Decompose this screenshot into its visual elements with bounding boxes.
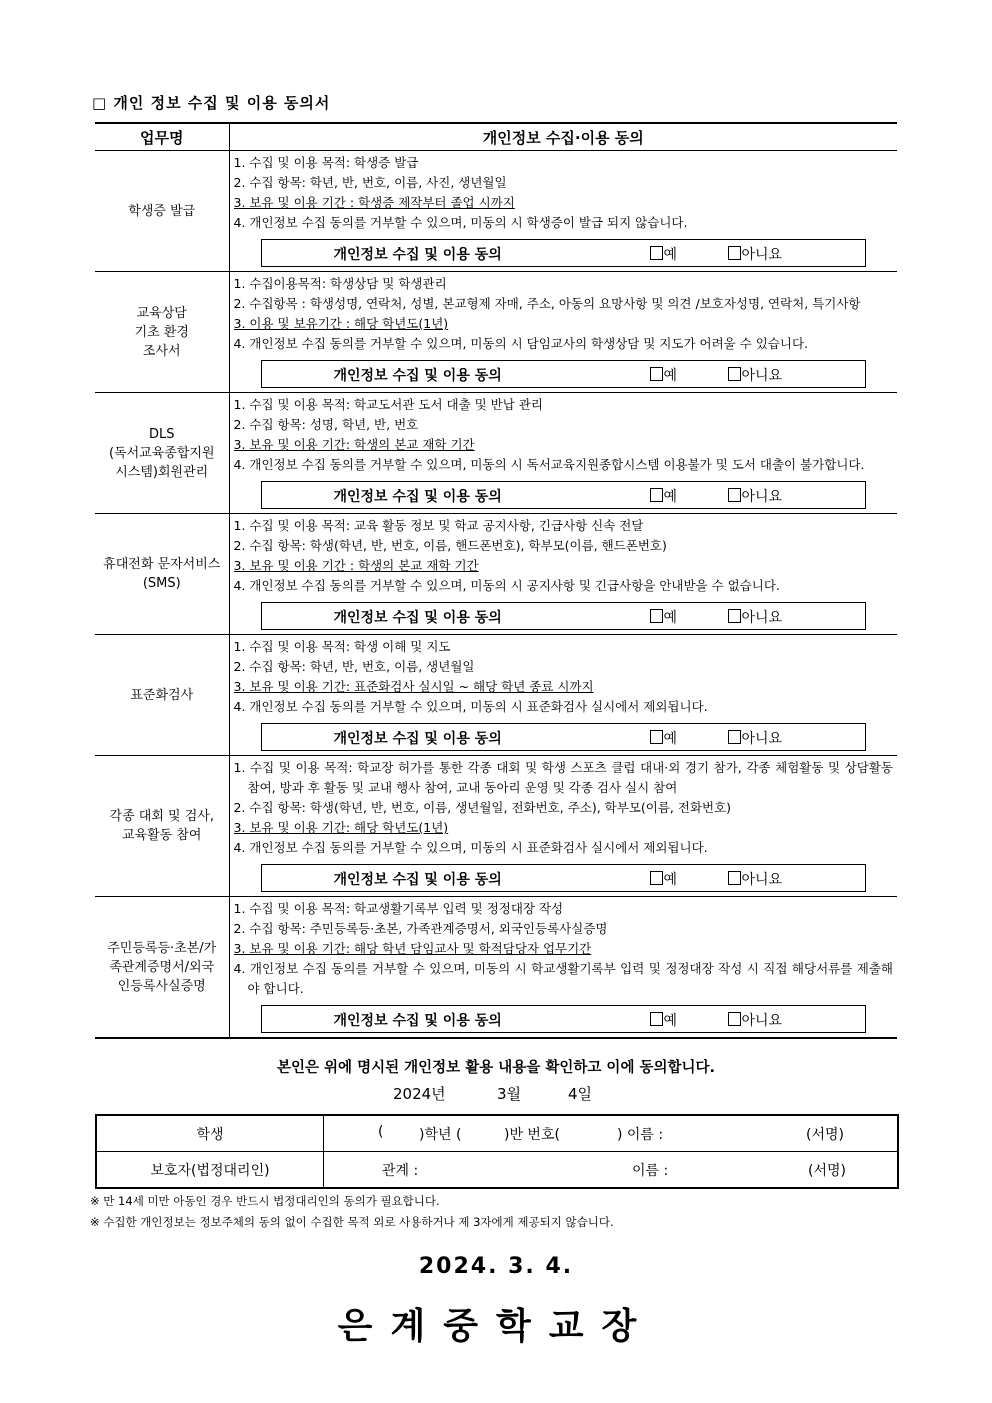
student-grade-field[interactable]: )학년 ( (419, 1127, 462, 1143)
consent-row (95, 272, 897, 393)
consent-item (234, 395, 894, 415)
consent-item (234, 435, 894, 455)
consent-item (234, 274, 894, 294)
consent-item (234, 213, 894, 233)
no-label: 아니요 (741, 872, 783, 888)
yes-label: 예 (663, 489, 678, 505)
consent-no-option[interactable] (728, 486, 783, 506)
consent-item-text: 4. 개인정보 수집 동의를 거부할 수 있으며, 미동의 시 학생증이 발급 되지 않습니다. (233, 215, 688, 230)
consent-items (230, 897, 898, 999)
consent-item (234, 415, 894, 435)
task-name-line: 족관계증명서/외국 (109, 959, 215, 975)
consent-item (234, 294, 894, 314)
task-name-line: 주민등록등·초본/가 (107, 940, 217, 956)
consent-item-text: 3. 보유 및 이용 기간: 표준화검사 실시일 ~ 해당 학년 종료 시까지 (233, 679, 594, 694)
consent-choice-box (261, 481, 867, 509)
date-year: 2024년 (393, 1085, 446, 1103)
task-name-line: DLS (148, 426, 175, 442)
note-minor: ※ 만 14세 미만 아동인 경우 반드시 법정대리인의 동의가 필요합니다. (90, 1194, 440, 1208)
guardian-info-field[interactable] (324, 1152, 899, 1189)
consent-item-text: 2. 수집 항목: 학생(학년, 반, 번호, 이름, 핸드폰번호), 학부모(이름, 핸드폰번호) (233, 538, 667, 553)
consent-item (234, 536, 894, 556)
no-label: 아니요 (741, 489, 783, 505)
task-name-cell (95, 151, 229, 272)
consent-item-text: 4. 개인정보 수집 동의를 거부할 수 있으며, 미동의 시 학교생활기록부 입력 및 정정대장 작성 시 직접 해당서류를 제출해야 합니다. (233, 961, 893, 996)
consent-item-text: 3. 보유 및 이용 기간: 학생의 본교 재학 기간 (233, 437, 475, 452)
consent-item-text: 2. 수집 항목: 학년, 반, 번호, 이름, 생년월일 (233, 659, 475, 674)
task-name-line: 휴대전화 문자서비스 (103, 557, 221, 572)
consent-item-text: 4. 개인정보 수집 동의를 거부할 수 있으며, 미동의 시 독서교육지원종합시스템 이용불가 및 도서 대출이 불가합니다. (233, 457, 865, 472)
consent-item (234, 959, 894, 999)
consent-item-text: 3. 보유 및 이용 기간: 해당 학년 담임교사 및 학적담당자 업무기간 (233, 941, 592, 956)
form-title: □ 개인 정보 수집 및 이용 동의서 (92, 94, 331, 112)
consent-item (234, 173, 894, 193)
consent-table (95, 122, 897, 1039)
consent-yes-option[interactable] (650, 365, 678, 385)
task-name-line: 조사서 (142, 343, 181, 359)
yes-label: 예 (663, 1013, 678, 1029)
student-name-field[interactable]: ) 이름 : (617, 1127, 664, 1143)
consent-item-text: 1. 수집 및 이용 목적: 학생 이해 및 지도 (233, 639, 451, 654)
guardian-label: 보호자(법정대리인) (96, 1152, 324, 1189)
consent-detail-cell (229, 393, 897, 514)
date-month: 3월 (497, 1085, 522, 1103)
consent-item (234, 193, 894, 213)
consent-item (234, 556, 894, 576)
yes-label: 예 (663, 731, 678, 747)
consent-choice-label: 개인정보 수집 및 이용 동의 (333, 872, 502, 888)
no-checkbox[interactable] (728, 246, 741, 260)
note-purpose: ※ 수집한 개인정보는 정보주체의 동의 없이 수집한 목적 외로 사용하거나 제 3자에게 제공되지 않습니다. (90, 1215, 614, 1229)
header-consent: 개인정보 수집·이용 동의 (229, 123, 897, 151)
task-name-line: 교육상담 (136, 305, 187, 321)
consent-row (95, 514, 897, 635)
consent-items (230, 514, 898, 596)
no-label: 아니요 (741, 247, 783, 263)
consent-items (230, 151, 898, 233)
task-name-cell (95, 393, 229, 514)
consent-detail-cell (229, 897, 897, 1039)
task-name-line: 기초 환경 (134, 324, 189, 340)
guardian-signature-row (96, 1152, 898, 1189)
consent-row (95, 151, 897, 272)
yes-label: 예 (663, 610, 678, 626)
student-sign-field[interactable]: (서명) (806, 1127, 844, 1143)
consent-item-text: 2. 수집 항목: 성명, 학년, 반, 번호 (233, 417, 419, 432)
consent-item (234, 697, 894, 717)
header-task-name: 업무명 (95, 123, 229, 151)
consent-item-text: 3. 보유 및 이용 기간: 해당 학년도(1년) (233, 820, 449, 835)
yes-label: 예 (663, 247, 678, 263)
task-name-line: 교육활동 참여 (122, 828, 202, 843)
yes-label: 예 (663, 872, 678, 888)
consent-item-text: 4. 개인정보 수집 동의를 거부할 수 있으며, 미동의 시 표준화검사 실시에서 제외됩니다. (233, 840, 708, 855)
task-name-cell (95, 272, 229, 393)
task-name-line: 각종 대회 및 검사, (109, 809, 214, 824)
consent-item (234, 939, 894, 959)
task-name-line: (SMS) (142, 576, 181, 591)
consent-item (234, 516, 894, 536)
consent-choice-label: 개인정보 수집 및 이용 동의 (333, 1013, 502, 1029)
consent-yes-option[interactable] (650, 486, 678, 506)
consent-choice-label: 개인정보 수집 및 이용 동의 (333, 489, 502, 505)
consent-item (234, 677, 894, 697)
consent-item-text: 1. 수집이용목적: 학생상담 및 학생관리 (233, 276, 447, 291)
issue-date: 2024. 3. 4. (418, 1254, 574, 1279)
guardian-sign-field[interactable]: (서명) (808, 1163, 846, 1179)
consent-item-text: 3. 보유 및 이용 기간 : 학생의 본교 재학 기간 (233, 558, 479, 573)
consent-item (234, 637, 894, 657)
consent-item (234, 576, 894, 596)
consent-choice-box (261, 723, 867, 751)
consent-detail-cell (229, 272, 897, 393)
consent-item-text: 1. 수집 및 이용 목적: 학교장 허가를 통한 각종 대회 및 학생 스포츠 클럽 대내·외 경기 참가, 각종 체험활동 및 상담활동 참여, 방과 후 활동 및 교내 행사 참여, 교내 동아리 운영 및 각종 검사 실시 참여 (233, 760, 893, 795)
no-label: 아니요 (741, 610, 783, 626)
no-checkbox[interactable] (728, 1012, 741, 1026)
consent-item-text: 4. 개인정보 수집 동의를 거부할 수 있으며, 미동의 시 담임교사의 학생상담 및 지도가 어려울 수 있습니다. (233, 336, 809, 351)
consent-item-text: 1. 수집 및 이용 목적: 교육 활동 정보 및 학교 공지사항, 긴급사항 신속 전달 (233, 518, 644, 533)
consent-no-option[interactable] (728, 869, 783, 889)
signature-table (95, 1114, 899, 1189)
yes-checkbox[interactable] (650, 367, 663, 381)
consent-item-text: 1. 수집 및 이용 목적: 학교도서관 도서 대출 및 반납 관리 (233, 397, 543, 412)
consent-row (95, 393, 897, 514)
consent-item-text: 4. 개인정보 수집 동의를 거부할 수 있으며, 미동의 시 표준화검사 실시에서 제외됩니다. (233, 699, 708, 714)
student-label: 학생 (96, 1115, 324, 1152)
student-signature-row (96, 1115, 898, 1152)
consent-item (234, 919, 894, 939)
consent-choice-label: 개인정보 수집 및 이용 동의 (333, 247, 502, 263)
consent-item (234, 899, 894, 919)
consent-no-option[interactable] (728, 1010, 783, 1030)
yes-checkbox[interactable] (650, 730, 663, 744)
task-name-line: 시스템)회원관리 (115, 464, 209, 480)
table-header-row (95, 123, 897, 151)
yes-checkbox[interactable] (650, 609, 663, 623)
consent-item (234, 334, 894, 354)
no-checkbox[interactable] (728, 488, 741, 502)
school-principal: 은계중학교장 (337, 1306, 655, 1347)
consent-yes-option[interactable] (650, 728, 678, 748)
consent-no-option[interactable] (728, 365, 783, 385)
no-checkbox[interactable] (728, 367, 741, 381)
consent-item (234, 818, 894, 838)
yes-label: 예 (663, 368, 678, 384)
yes-checkbox[interactable] (650, 246, 663, 260)
no-checkbox[interactable] (728, 871, 741, 885)
consent-no-option[interactable] (728, 728, 783, 748)
consent-choice-label: 개인정보 수집 및 이용 동의 (333, 610, 502, 626)
consent-items (230, 272, 898, 354)
consent-row (95, 756, 897, 897)
no-label: 아니요 (741, 368, 783, 384)
task-name-line: 인등록사실증명 (117, 978, 206, 994)
student-info-field[interactable] (324, 1115, 899, 1152)
task-name-cell (95, 897, 229, 1039)
no-checkbox[interactable] (728, 730, 741, 744)
consent-choice-box (261, 239, 867, 267)
consent-item (234, 455, 894, 475)
guardian-name-field[interactable]: 이름 : (632, 1163, 669, 1179)
consent-choice-box (261, 360, 867, 388)
consent-choice-label: 개인정보 수집 및 이용 동의 (333, 368, 502, 384)
student-class-number-field[interactable]: )반 번호( (504, 1127, 560, 1143)
consent-item (234, 838, 894, 858)
consent-detail-cell (229, 756, 897, 897)
consent-item-text: 3. 이용 및 보유기간 : 해당 학년도(1년) (233, 316, 449, 331)
consent-item-text: 1. 수집 및 이용 목적: 학생증 발급 (233, 155, 419, 170)
task-name-cell (95, 635, 229, 756)
guardian-relation-field[interactable]: 관계 : (382, 1163, 419, 1179)
no-checkbox[interactable] (728, 609, 741, 623)
consent-item (234, 798, 894, 818)
consent-choice-box (261, 602, 867, 630)
student-open-paren: ( (378, 1124, 384, 1140)
consent-items (230, 756, 898, 858)
consent-item (234, 314, 894, 334)
consent-row (95, 897, 897, 1039)
consent-item-text: 2. 수집 항목: 학생(학년, 반, 번호, 이름, 생년월일, 전화번호, 주소), 학부모(이름, 전화번호) (233, 800, 732, 815)
consent-no-option[interactable] (728, 244, 783, 264)
consent-detail-cell (229, 635, 897, 756)
consent-no-option[interactable] (728, 607, 783, 627)
consent-choice-box (261, 864, 867, 892)
consent-item-text: 4. 개인정보 수집 동의를 거부할 수 있으며, 미동의 시 공지사항 및 긴급사항을 안내받을 수 없습니다. (233, 578, 780, 593)
consent-item-text: 2. 수집 항목: 학년, 반, 번호, 이름, 사진, 생년월일 (233, 175, 507, 190)
consent-item-text: 2. 수집항목 : 학생성명, 연락처, 성별, 본교형제 자매, 주소, 아동의 요망사항 및 의견 /보호자성명, 연락처, 특기사항 (233, 296, 861, 311)
yes-checkbox[interactable] (650, 488, 663, 502)
consent-row (95, 635, 897, 756)
task-name-line: (독서교육종합지원 (108, 445, 215, 461)
consent-choice-box (261, 1005, 867, 1033)
consent-items (230, 635, 898, 717)
yes-checkbox[interactable] (650, 1012, 663, 1026)
no-label: 아니요 (741, 731, 783, 747)
consent-yes-option[interactable] (650, 869, 678, 889)
task-name-line: 표준화검사 (130, 687, 194, 703)
consent-yes-option[interactable] (650, 244, 678, 264)
task-name-line: 학생증 발급 (128, 203, 196, 219)
yes-checkbox[interactable] (650, 871, 663, 885)
consent-choice-label: 개인정보 수집 및 이용 동의 (333, 731, 502, 747)
task-name-cell (95, 756, 229, 897)
consent-yes-option[interactable] (650, 607, 678, 627)
no-label: 아니요 (741, 1013, 783, 1029)
consent-item-text: 1. 수집 및 이용 목적: 학교생활기록부 입력 및 정정대장 작성 (233, 901, 564, 916)
consent-item (234, 657, 894, 677)
consent-items (230, 393, 898, 475)
task-name-cell (95, 514, 229, 635)
consent-item-text: 2. 수집 항목: 주민등록등·초본, 가족관계증명서, 외국인등록사실증명 (233, 921, 608, 936)
consent-item-text: 3. 보유 및 이용 기간 : 학생증 제작부터 졸업 시까지 (233, 195, 515, 210)
consent-item (234, 153, 894, 173)
consent-yes-option[interactable] (650, 1010, 678, 1030)
date-day: 4일 (568, 1085, 593, 1103)
agreement-statement: 본인은 위에 명시된 개인정보 활용 내용을 확인하고 이에 동의합니다. (276, 1060, 716, 1076)
consent-detail-cell (229, 514, 897, 635)
consent-detail-cell (229, 151, 897, 272)
consent-item (234, 758, 894, 798)
